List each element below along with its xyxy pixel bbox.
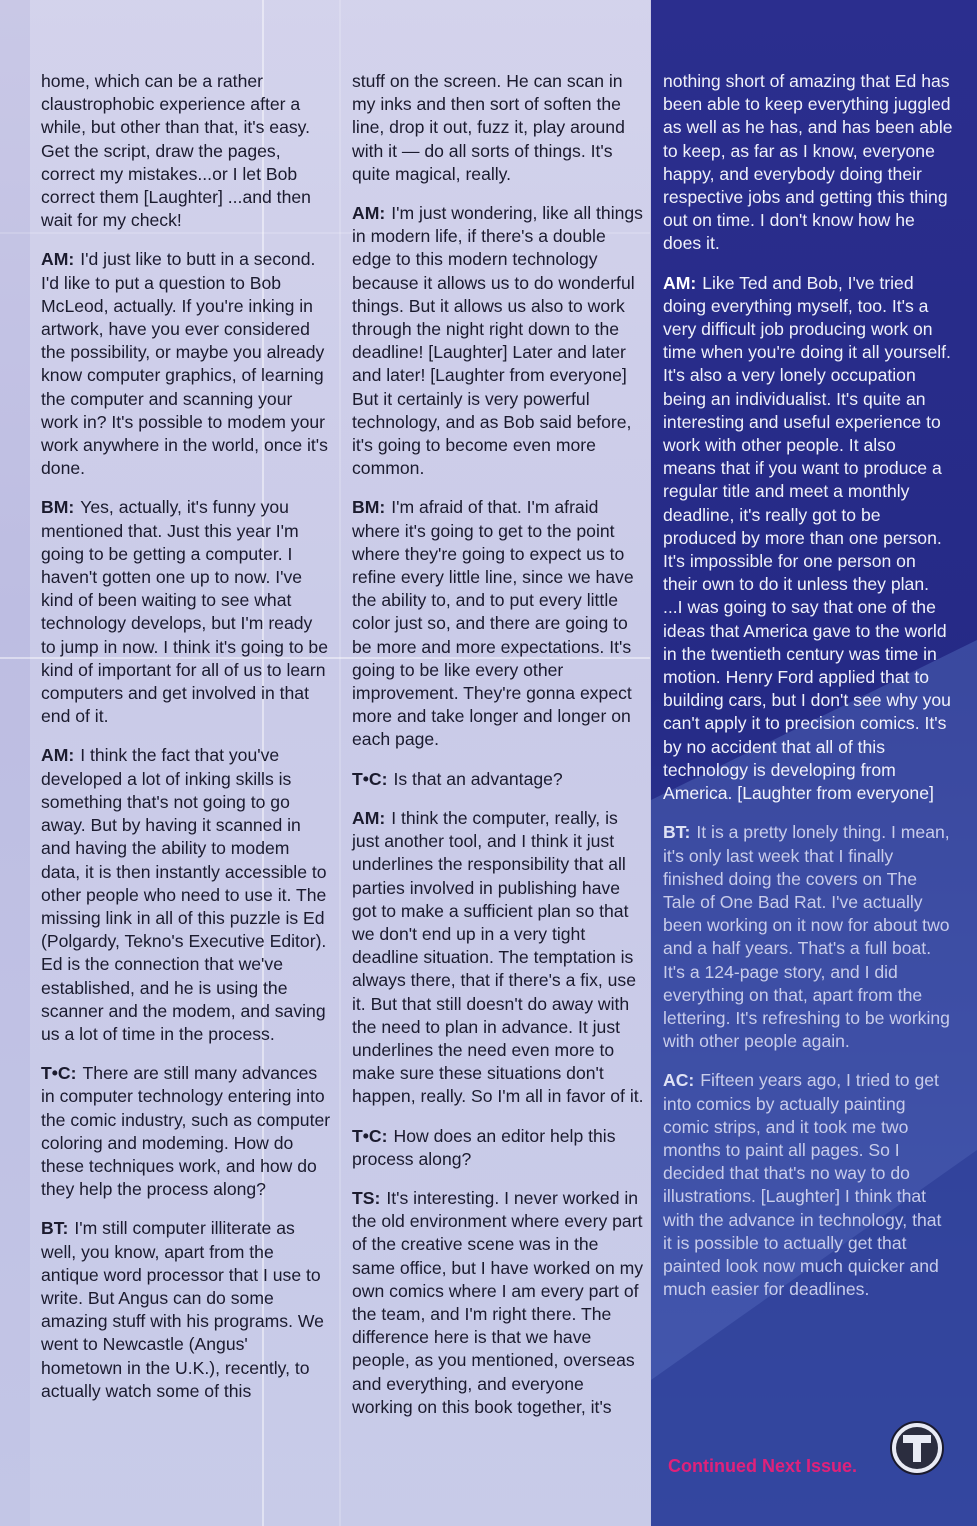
speaker-label: BM:	[352, 497, 386, 518]
paragraph-text: Fifteen years ago, I tried to get into comics by actually painting comic strips, and it took me two months to paint all pages. So I decided that that's no way to do illustrations. [Laughter] I think that with the advance in technology, that it is possible to actually get that painted look now much quicker and much easier for deadlines.	[663, 1070, 942, 1300]
speaker-label: BT:	[41, 1218, 69, 1239]
col2-paragraph	[352, 496, 644, 751]
text-column-1	[41, 70, 331, 1419]
tekno-logo-icon	[889, 1420, 945, 1476]
speaker-label: T•C:	[41, 1063, 77, 1084]
col1-paragraph	[41, 1062, 331, 1201]
speaker-label: BM:	[41, 497, 75, 518]
col2-paragraph	[352, 202, 644, 480]
paragraph-text: I'm still computer illiterate as well, you know, apart from the antique word processor that I use to write. But Angus can do some amazing stuff with his programs. We went to Newcastle (Angus' hometown in the U.K.), recently, to actually watch some of this	[41, 1218, 324, 1401]
col3-paragraph	[663, 272, 953, 806]
speaker-label: AM:	[41, 745, 75, 766]
speaker-label: BT:	[663, 822, 691, 843]
paragraph-text: I think the fact that you've developed a lot of inking skills is something that's not going to go away. But by having it scanned in and having the ability to modem data, it is then instantly accessible to other people who need to use it. The missing link in all of this puzzle is Ed (Polgardy, Tekno's Executive Editor). Ed is the connection that we've established, and he is using the scanner and the modem, and saving us a lot of time in the process.	[41, 745, 327, 1044]
col3-paragraph	[663, 1069, 953, 1301]
paragraph-text: I'm afraid of that. I'm afraid where it's going to get to the point where they're going to expect us to refine every little line, since we have the ability to, and to put every little color just so, and there are going to be more and more expectations. It's going to be like every other improvement. They're gonna expect more and take longer and longer on each page.	[352, 497, 634, 750]
text-column-2	[352, 70, 644, 1435]
speaker-label: AM:	[352, 807, 386, 828]
speaker-label: AM:	[663, 272, 697, 293]
col1-paragraph	[41, 70, 331, 232]
paragraph-text: I think the computer, really, is just another tool, and I think it just underlines the responsibility that all parties involved in publishing have got to make a sufficient plan so that we don't end up in a very tight deadline situation. The temptation is always there, that if there's a fix, use it. But that still doesn't do away with the need to plan in advance. It just underlines the need even more to make sure these situations don't happen, really. So I'm all in favor of it.	[352, 807, 644, 1107]
col2-paragraph	[352, 768, 644, 791]
speaker-label: TS:	[352, 1187, 381, 1208]
speaker-label: T•C:	[352, 768, 388, 789]
col2-paragraph	[352, 1187, 644, 1419]
col3-paragraph	[663, 70, 953, 256]
paragraph-text: nothing short of amazing that Ed has been able to keep everything juggled as well as he has, and has been able to keep, as far as I know, everyone happy, and everybody doing their respective jobs and getting this thing out on time. I don't know how he does it.	[663, 71, 953, 254]
paragraph-text: I'd just like to butt in a second. I'd like to put a question to Bob McLeod, actually. If you're inking in artwork, have you ever considered the possibility, or maybe you already know computer graphics, of learning the computer and scanning your work in? It's possible to modem your work anywhere in the world, once it's done.	[41, 249, 328, 479]
col2-paragraph	[352, 1125, 644, 1171]
col2-paragraph	[352, 70, 644, 186]
paragraph-text: Yes, actually, it's funny you mentioned that. Just this year I'm going to be getting a computer. I haven't gotten one up to now. I've kind of been waiting to see what technology develops, but I'm ready to jump in now. I think it's going to be kind of important for all of us to learn computers and get involved in that end of it.	[41, 497, 328, 727]
speaker-label: AC:	[663, 1070, 695, 1091]
col1-paragraph	[41, 1217, 331, 1403]
text-column-3	[663, 70, 953, 1317]
paragraph-text: It's interesting. I never worked in the old environment where every part of the creative scene was in the same office, but I have worked on my own comics where I am every part of the team, and I'm right there. The difference here is that we have people, as you mentioned, overseas and everything, and everyone working on this book together, it's	[352, 1187, 644, 1417]
paragraph-text: There are still many advances in computer technology entering into the comic industry, such as computer coloring and modeming. How do these techniques work, and how do they help the process along?	[41, 1063, 331, 1200]
speaker-label: T•C:	[352, 1125, 388, 1146]
paragraph-text: home, which can be a rather claustrophobic experience after a while, but other than that, it's easy. Get the script, draw the pages, correct my mistakes...or I let Bob correct them [Laughter] ...and then wait for my check!	[41, 71, 311, 231]
speaker-label: AM:	[352, 203, 386, 224]
paragraph-text: I'm just wondering, like all things in modern life, if there's a double edge to this modern technology because it allows us to do wonderful things. But it allows us also to work through the night right down to the deadline! [Laughter] Later and later and later! [Laughter from everyone] But it certainly is very powerful technology, and as Bob said before, it's going to become even more common.	[352, 203, 643, 479]
col1-paragraph	[41, 496, 331, 728]
continued-next-issue: Continued Next Issue.	[668, 1456, 858, 1476]
col1-paragraph	[41, 248, 331, 480]
col1-paragraph	[41, 744, 331, 1046]
col2-paragraph	[352, 807, 644, 1109]
paragraph-text: How does an editor help this process along?	[352, 1125, 616, 1169]
paragraph-text: Like Ted and Bob, I've tried doing everything myself, too. It's a very difficult job producing work on time when you're doing it all yourself. It's also a very lonely occupation being an individualist. It's quite an interesting and useful experience to work with other people. It also means that if you want to produce a regular title and meet a monthly deadline, it's really got to be produced by more than one person. It's impossible for one person on their own to do it unless they plan. ...I was going to say that one of the ideas that America gave to the world in the twentieth century was time in motion. Henry Ford applied that to building cars, but I don't see why you can't apply it to precision comics. It's by no accident that all of this technology is developing from America. [Laughter from everyone]	[663, 272, 951, 804]
speaker-label: AM:	[41, 249, 75, 270]
paragraph-text: It is a pretty lonely thing. I mean, it's only last week that I finally finished doing the covers on The Tale of One Bad Rat. I've actually been working on it now for about two and a half years. That's a full boat. It's a 124-page story, and I did everything on that, apart from the lettering. It's refreshing to be working with other people again.	[663, 822, 950, 1052]
paragraph-text: stuff on the screen. He can scan in my inks and then sort of soften the line, drop it out, fuzz it, play around with it — do all sorts of things. It's quite magical, really.	[352, 71, 625, 184]
col3-paragraph	[663, 821, 953, 1053]
paragraph-text: Is that an advantage?	[393, 768, 563, 789]
